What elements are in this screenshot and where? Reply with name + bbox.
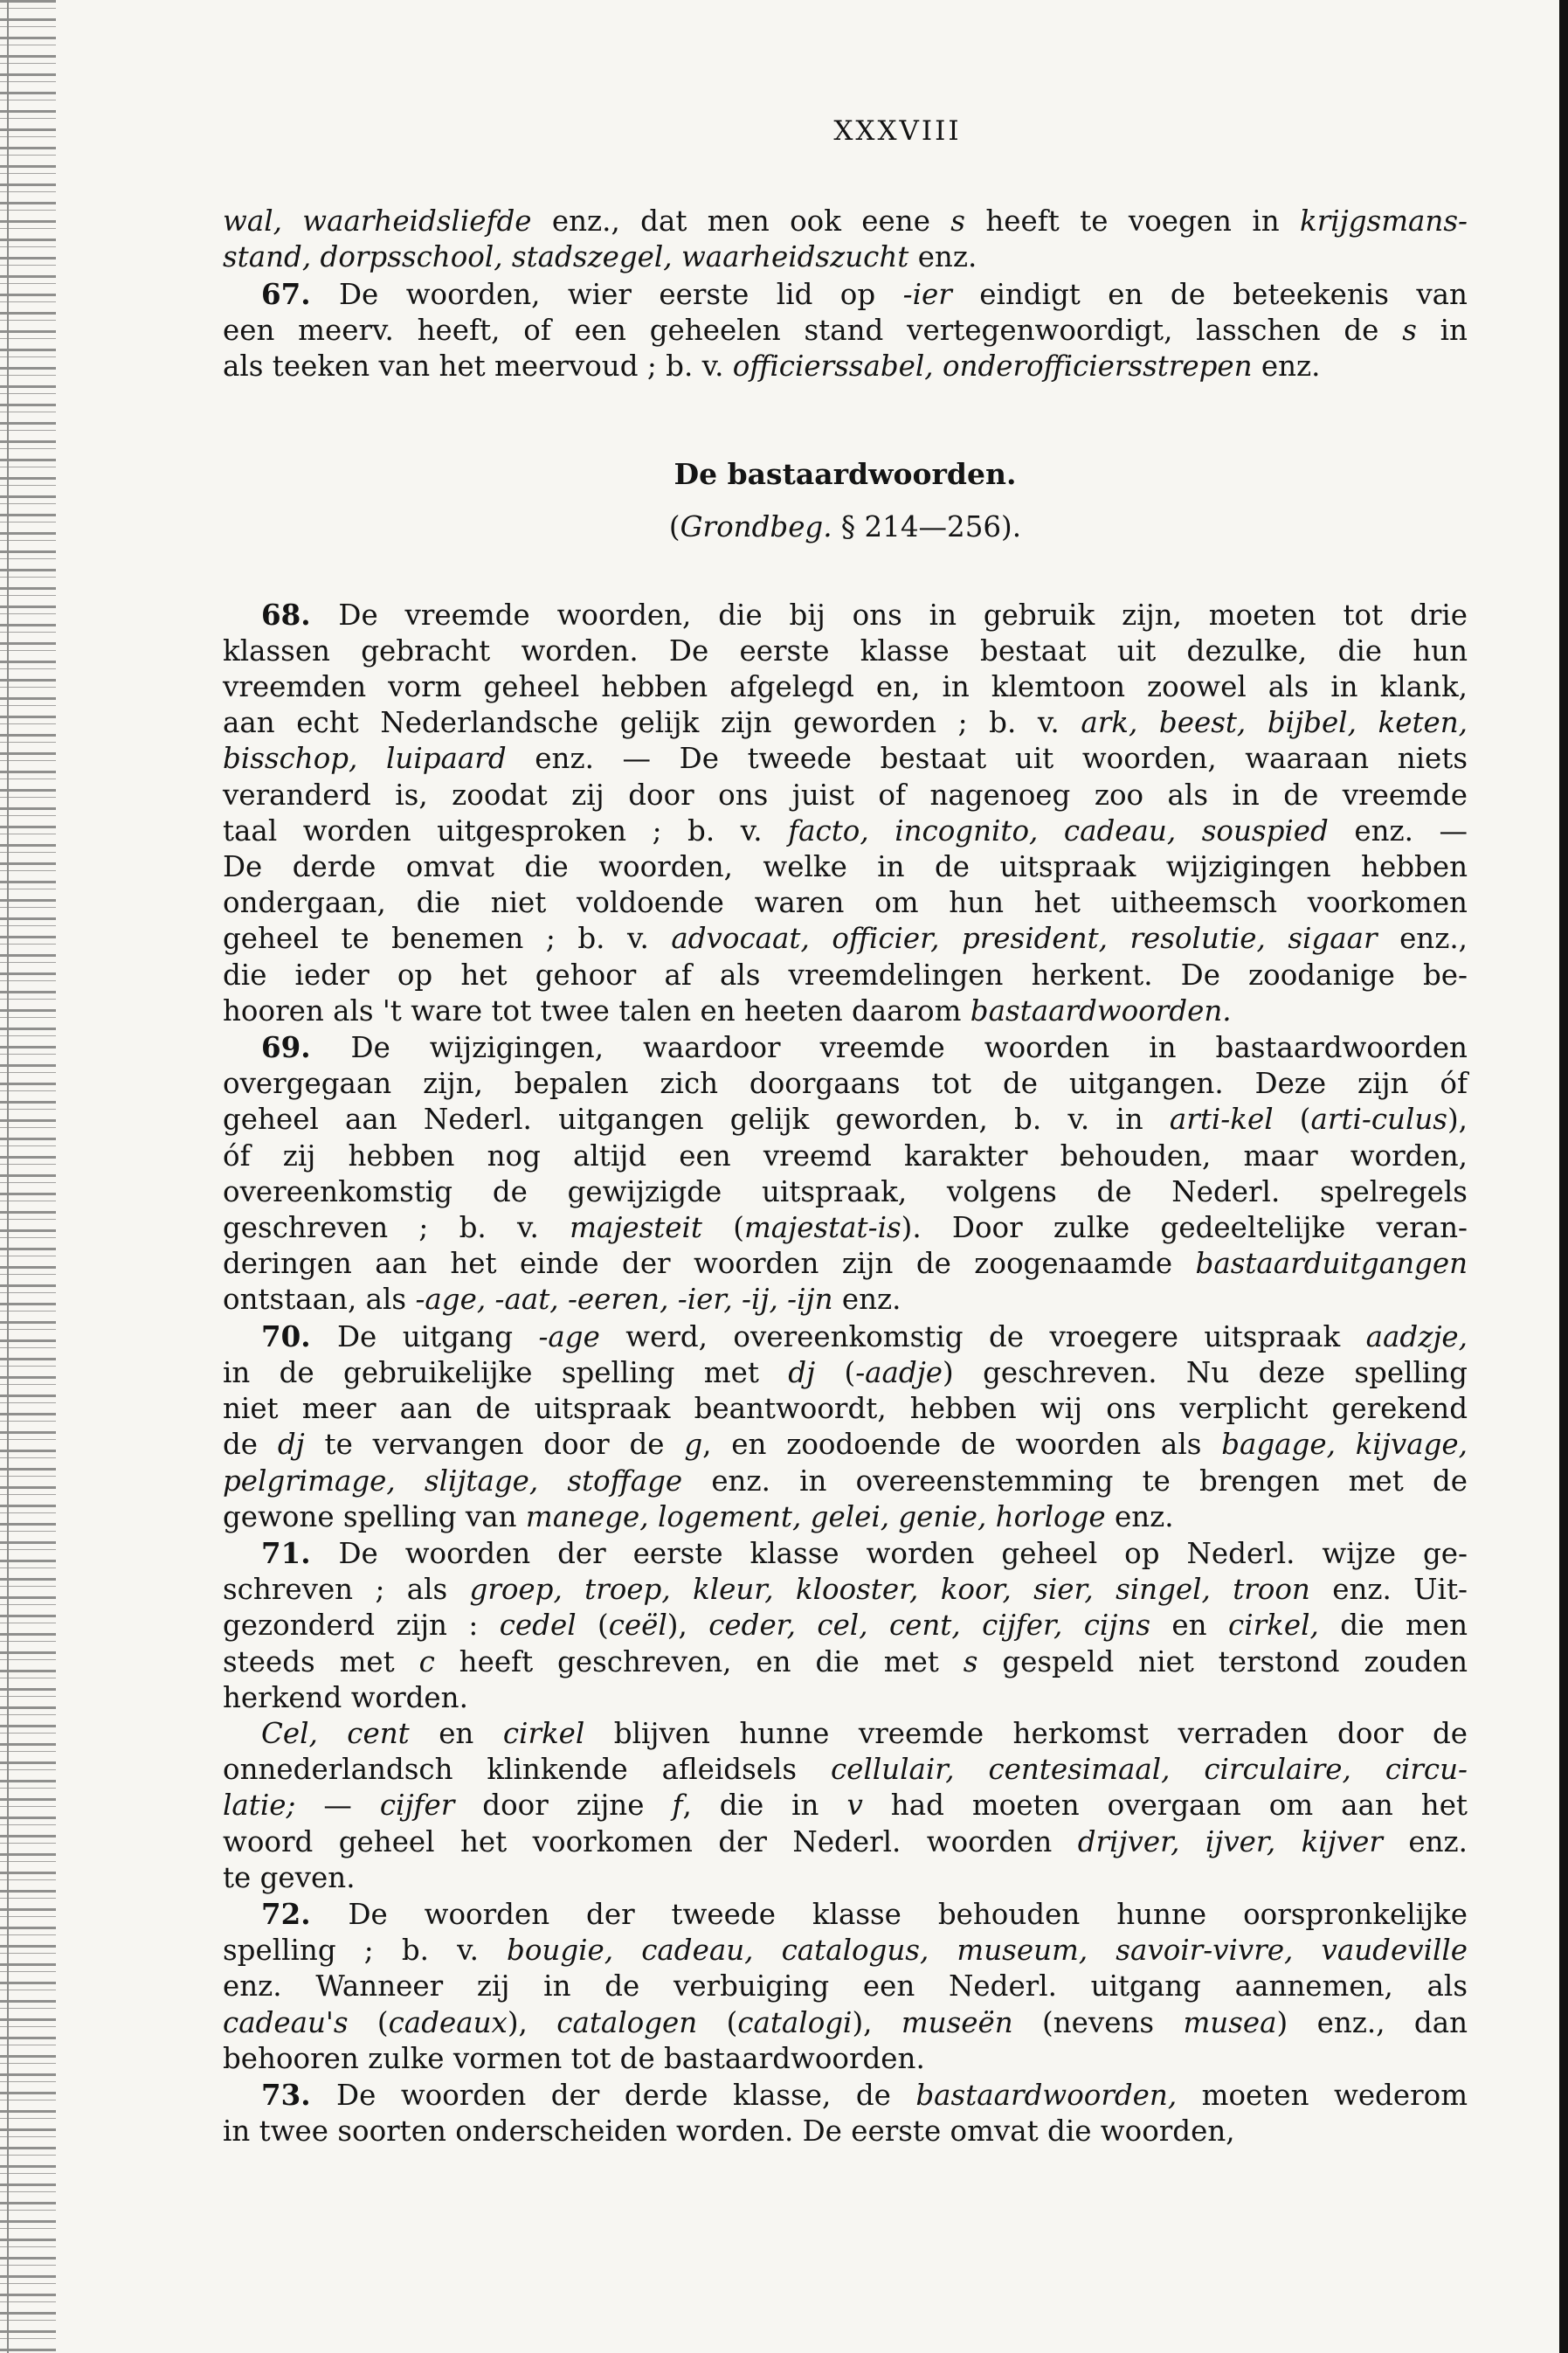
paragraph-number: 70. xyxy=(261,1318,337,1353)
text-run: , die in xyxy=(682,1789,847,1823)
italic-text: Cel, cent xyxy=(261,1716,410,1750)
text-run: ). Door zulke gedeeltelijke veran- xyxy=(901,1211,1468,1245)
text-line xyxy=(223,2077,1468,2114)
text-run: ontstaan, als xyxy=(223,1283,416,1317)
text-line xyxy=(223,1860,1468,1896)
text-run: ( xyxy=(702,1211,744,1245)
paragraph-67 xyxy=(223,276,1468,385)
italic-text: cirkel xyxy=(502,1716,585,1750)
italic-text: g xyxy=(684,1428,703,1462)
text-run: enz. xyxy=(1252,349,1321,384)
italic-text: v xyxy=(846,1789,863,1823)
text-run: ), xyxy=(852,2005,901,2039)
text-run: geheel te benemen ; b. v. xyxy=(223,922,672,956)
text-run: gespeld niet terstond zouden xyxy=(977,1644,1468,1678)
italic-text: majestat-is xyxy=(743,1211,901,1245)
italic-text: cedel xyxy=(499,1609,577,1643)
text-run: had moeten overgaan om aan het xyxy=(862,1789,1468,1823)
text-run: aan echt Nederlandsche gelijk zijn geworden ; b. v. xyxy=(223,706,1081,740)
text-run: werd, overeenkomstig de vroegere uitspraak xyxy=(599,1319,1366,1353)
italic-text: cadeaux xyxy=(388,2005,508,2039)
italic-text: manege, logement, gelei, genie, horloge xyxy=(525,1499,1106,1533)
italic-text: arti-culus xyxy=(1310,1103,1447,1137)
text-run: enz. xyxy=(1105,1499,1174,1533)
text-run: ( xyxy=(348,2005,389,2039)
italic-text: wal, waarheidsliefde xyxy=(223,204,532,239)
text-run: heeft te voegen in xyxy=(964,204,1301,239)
text-run: een meerv. heeft, of een geheelen stand vertegenwoordigt, lasschen de xyxy=(223,313,1403,347)
text-run: heeft geschreven, en die met xyxy=(434,1644,964,1678)
italic-text: majesteit xyxy=(570,1211,702,1245)
text-run: ( xyxy=(668,510,680,544)
italic-text: advocaat, officier, president, resolutie, sigaar xyxy=(671,922,1378,956)
text-line xyxy=(223,885,1468,921)
text-run: enz. — xyxy=(1328,813,1468,848)
italic-text: f xyxy=(672,1789,683,1823)
italic-text: s xyxy=(963,1644,978,1678)
text-run: te vervangen door de xyxy=(304,1428,685,1462)
text-run: overeenkomstig de gewijzigde uitspraak, volgens de Nederl. spelregels xyxy=(223,1174,1468,1208)
text-run: ( xyxy=(815,1355,856,1389)
text-run: § 214—256). xyxy=(832,510,1022,544)
text-line xyxy=(223,1824,1468,1860)
paragraph-number: 69. xyxy=(261,1030,351,1065)
text-line xyxy=(223,1499,1468,1535)
paragraph-72 xyxy=(223,1896,1468,2077)
text-run: , en zoodoende de woorden als xyxy=(702,1428,1222,1462)
italic-text: officierssabel, onderofficiersstrepen xyxy=(732,349,1253,384)
italic-text: bougie, cadeau, catalogus, museum, savoir-vivre, vaudeville xyxy=(507,1934,1468,1968)
italic-text: dj xyxy=(277,1428,305,1462)
text-run: enz. Wanneer zij in de verbuiging een Nederl. uitgang aannemen, als xyxy=(223,1969,1468,2004)
text-line xyxy=(223,1716,1468,1752)
text-run: geschreven ; b. v. xyxy=(223,1211,570,1245)
text-line xyxy=(223,778,1468,813)
italic-text: ark, beest, bijbel, keten, xyxy=(1081,706,1468,740)
text-run: De vreemde woorden, die bij ons in gebruik zijn, moeten tot drie xyxy=(338,598,1468,632)
text-run: enz., xyxy=(1377,922,1468,956)
text-line xyxy=(223,2005,1468,2041)
italic-text: bisschop, luipaard xyxy=(223,742,507,776)
text-line xyxy=(223,921,1468,957)
text-run: gewone spelling van xyxy=(223,1499,526,1533)
text-run: en xyxy=(1150,1609,1229,1643)
text-line xyxy=(223,1788,1468,1824)
document-page xyxy=(223,114,1468,2149)
text-line xyxy=(223,993,1468,1029)
text-line xyxy=(223,1318,1468,1355)
italic-text: bastaardwoorden. xyxy=(970,993,1232,1028)
text-run: De derde omvat die woorden, welke in de uitspraak wijzigingen hebben xyxy=(223,850,1468,884)
text-line xyxy=(223,705,1468,741)
text-run: spelling ; b. v. xyxy=(223,1934,508,1968)
text-run: enz. xyxy=(908,240,977,274)
text-run: die ieder op het gehoor af als vreemdelingen herkent. De zoodanige be- xyxy=(223,958,1468,992)
italic-text: bagage, kijvage, xyxy=(1221,1428,1468,1462)
text-line xyxy=(223,633,1468,669)
italic-text: latie; xyxy=(223,1789,296,1823)
text-line xyxy=(223,669,1468,705)
paragraph-71 xyxy=(223,1535,1468,1716)
text-run: steeds met xyxy=(223,1644,419,1678)
text-run: de xyxy=(223,1428,278,1462)
text-run: ), xyxy=(1447,1103,1468,1137)
text-run: hooren als 't ware tot twee talen en heeten daarom xyxy=(223,993,971,1028)
italic-text: s xyxy=(950,204,965,239)
text-run: ) geschreven. Nu deze spelling xyxy=(943,1355,1468,1389)
text-line xyxy=(223,1644,1468,1680)
italic-text: ceël xyxy=(608,1609,667,1643)
italic-text: dj xyxy=(788,1355,816,1389)
italic-text: -age, -aat, -eeren, -ier, -ij, -ijn xyxy=(415,1283,833,1317)
text-line xyxy=(223,2114,1468,2149)
paragraph-number: 72. xyxy=(261,1896,349,1931)
text-run: taal worden uitgesproken ; b. v. xyxy=(223,813,789,848)
italic-text: -ier xyxy=(902,277,952,311)
paragraph-number: 73. xyxy=(261,2077,337,2112)
text-run: veranderd is, zoodat zij door ons juist of nagenoeg zoo als in de vreemde xyxy=(223,778,1468,812)
paragraph-70 xyxy=(223,1318,1468,1535)
text-run: ( xyxy=(1273,1103,1311,1137)
text-run: door zijne xyxy=(454,1789,673,1823)
text-run: schreven ; als xyxy=(223,1573,470,1607)
text-run: moeten wederom xyxy=(1177,2078,1468,2112)
paragraph-73 xyxy=(223,2077,1468,2149)
text-run: óf zij hebben nog altijd een vreemd karakter behouden, maar worden, xyxy=(223,1138,1468,1173)
text-line xyxy=(223,1608,1468,1644)
text-run: (nevens xyxy=(1012,2005,1184,2039)
paragraph-number: 67. xyxy=(261,276,339,311)
scan-edge-right xyxy=(1559,0,1568,2353)
text-run: enz. in overeenstemming te brengen met de xyxy=(682,1464,1468,1498)
text-run: blijven hunne vreemde herkomst verraden door de xyxy=(584,1716,1468,1750)
italic-text: catalogi xyxy=(737,2005,853,2039)
italic-text: facto, incognito, cadeau, souspied xyxy=(788,813,1329,848)
text-line xyxy=(223,958,1468,993)
text-run: enz. xyxy=(1382,1824,1468,1858)
text-run: De wijzigingen, waardoor vreemde woorden in bastaardwoorden xyxy=(350,1031,1468,1065)
text-line xyxy=(223,597,1468,633)
text-line xyxy=(223,1210,1468,1246)
page-number: XXXVIII xyxy=(833,115,962,147)
text-run: in twee soorten onderscheiden worden. De eerste omvat die woorden, xyxy=(223,2114,1235,2149)
text-run: De woorden der derde klasse, de xyxy=(336,2078,916,2112)
text-line xyxy=(223,1933,1468,1969)
intro-block xyxy=(223,204,1468,275)
text-line xyxy=(223,1066,1468,1102)
text-run: eindigt en de beteekenis van xyxy=(951,277,1468,311)
italic-text: pelgrimage, slijtage, stoffage xyxy=(223,1464,683,1498)
text-run: enz. xyxy=(832,1283,901,1317)
text-line xyxy=(223,1680,1468,1716)
italic-text: bastaarduitgangen xyxy=(1195,1247,1468,1281)
text-line xyxy=(223,1427,1468,1463)
italic-text: ceder, cel, cent, cijfer, cijns xyxy=(708,1609,1151,1643)
text-run: De woorden der tweede klasse behouden hunne oorspronkelijke xyxy=(348,1897,1468,1931)
italic-text: cijfer xyxy=(379,1789,455,1823)
text-run: geheel aan Nederl. uitgangen gelijk geworden, b. v. in xyxy=(223,1103,1170,1137)
text-run: ( xyxy=(697,2005,738,2039)
text-run: niet meer aan de uitspraak beantwoordt, hebben wij ons verplicht gerekend xyxy=(223,1392,1468,1426)
text-run: deringen aan het einde der woorden zijn de zoogenaamde xyxy=(223,1247,1196,1281)
text-line xyxy=(223,1246,1468,1282)
scan-edge-left xyxy=(0,0,56,2353)
text-line xyxy=(223,1102,1468,1138)
text-run: onnederlandsch klinkende afleidsels xyxy=(223,1753,831,1787)
italic-text: s xyxy=(1402,313,1417,347)
text-run: te geven. xyxy=(223,1860,356,1894)
text-line xyxy=(223,276,1468,313)
text-run: klassen gebracht worden. De eerste klasse bestaat uit dezulke, die hun xyxy=(223,633,1468,668)
text-line xyxy=(223,1752,1468,1788)
italic-text: groep, troep, kleur, klooster, koor, sier, singel, troon xyxy=(469,1573,1310,1607)
text-line xyxy=(223,313,1468,349)
text-line xyxy=(223,1535,1468,1572)
text-run: woord geheel het voorkomen der Nederl. woorden xyxy=(223,1824,1078,1858)
text-run: en xyxy=(409,1716,503,1750)
text-line xyxy=(223,1391,1468,1427)
italic-text: catalogen xyxy=(556,2005,698,2039)
paragraph-69 xyxy=(223,1029,1468,1318)
paragraph-number: 71. xyxy=(261,1535,339,1570)
text-run: herkend worden. xyxy=(223,1680,468,1714)
italic-text: Grondbeg. xyxy=(680,510,832,544)
italic-text: -aadje xyxy=(855,1355,943,1389)
text-run: behooren zulke vormen tot de bastaardwoorden. xyxy=(223,2041,925,2075)
text-run: ) enz., dan xyxy=(1276,2005,1468,2039)
text-line xyxy=(223,1282,1468,1318)
text-run: die men xyxy=(1318,1609,1468,1643)
italic-text: krijgsmans- xyxy=(1300,204,1468,239)
text-line xyxy=(223,2041,1468,2077)
text-line xyxy=(223,1138,1468,1174)
italic-text: cellulair, centesimaal, circulaire, circu- xyxy=(830,1753,1468,1787)
text-run: ), xyxy=(667,1609,709,1643)
italic-text: bastaardwoorden, xyxy=(915,2078,1178,2112)
text-line xyxy=(223,349,1468,384)
text-run: ( xyxy=(576,1609,609,1643)
italic-text: musea xyxy=(1183,2005,1277,2039)
italic-text: drijver, ijver, kijver xyxy=(1077,1824,1383,1858)
text-line xyxy=(223,1029,1468,1066)
text-line xyxy=(223,1969,1468,2004)
text-run: De uitgang xyxy=(336,1319,539,1353)
text-run: in xyxy=(1416,313,1468,347)
text-line xyxy=(223,1174,1468,1210)
section-reference xyxy=(223,509,1468,545)
text-run: vreemden vorm geheel hebben afgelegd en, in klemtoon zoowel als in klank, xyxy=(223,670,1468,704)
italic-text: cirkel, xyxy=(1228,1609,1319,1643)
text-run: in de gebruikelijke spelling met xyxy=(223,1355,789,1389)
text-line xyxy=(223,1572,1468,1608)
section-heading: De bastaardwoorden. xyxy=(673,457,1017,492)
text-line xyxy=(223,1355,1468,1391)
italic-text: cadeau's xyxy=(223,2005,349,2039)
text-run: — xyxy=(295,1789,380,1823)
italic-text: -age xyxy=(538,1319,600,1353)
text-run: ondergaan, die niet voldoende waren om hun het uitheemsch voorkomen xyxy=(223,886,1468,920)
text-line xyxy=(223,1896,1468,1933)
italic-text: stand, dorpsschool, stadszegel, waarheidszucht xyxy=(223,240,909,274)
paragraph-71-note xyxy=(223,1716,1468,1896)
text-run: enz. — De tweede bestaat uit woorden, waaraan niets xyxy=(506,742,1468,776)
text-run: gezonderd zijn : xyxy=(223,1609,500,1643)
italic-text: aadzje, xyxy=(1365,1319,1468,1353)
text-line xyxy=(223,813,1468,849)
text-line xyxy=(223,204,1468,239)
paragraph-68 xyxy=(223,597,1468,1029)
text-line xyxy=(223,239,1468,275)
text-run: enz. Uit- xyxy=(1309,1573,1468,1607)
text-line xyxy=(223,741,1468,777)
text-run: enz., dat men ook eene xyxy=(531,204,951,239)
italic-text: museën xyxy=(901,2005,1013,2039)
text-run: De woorden der eerste klasse worden geheel op Nederl. wijze ge- xyxy=(338,1536,1468,1570)
paragraph-number: 68. xyxy=(261,597,339,632)
text-run: als teeken van het meervoud ; b. v. xyxy=(223,349,733,384)
text-line xyxy=(223,1464,1468,1499)
text-run: ), xyxy=(507,2005,557,2039)
italic-text: c xyxy=(418,1644,435,1678)
italic-text: arti-kel xyxy=(1169,1103,1274,1137)
text-run: overgegaan zijn, bepalen zich doorgaans tot de uitgangen. Deze zijn óf xyxy=(223,1067,1468,1101)
text-run: De woorden, wier eerste lid op xyxy=(338,277,903,311)
text-line xyxy=(223,849,1468,885)
